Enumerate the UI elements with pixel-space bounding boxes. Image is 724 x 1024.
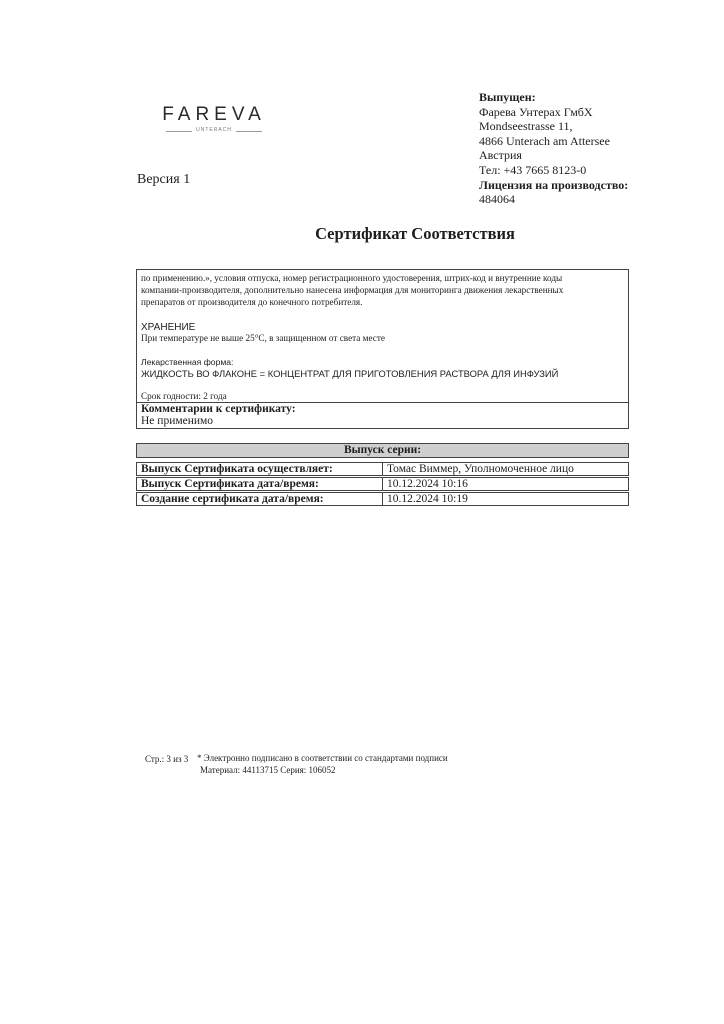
row-label: Выпуск Сертификата осуществляет: — [141, 463, 333, 475]
issuer-heading: Выпущен: — [479, 90, 536, 104]
row-value: Томас Виммер, Уполномоченное лицо — [387, 463, 574, 475]
page-number: Стр.: 3 из 3 — [145, 754, 189, 764]
issuer-line: 4866 Unterach am Attersee — [479, 133, 610, 148]
issuer-line: Тел: +43 7665 8123-0 — [479, 162, 587, 177]
company-logo — [146, 104, 282, 138]
intro-line: препаратов от производителя до конечного потребителя. — [141, 297, 363, 307]
table-row — [136, 492, 629, 506]
storage-text: При температуре не выше 25°С, в защищенном от света месте — [141, 333, 385, 343]
license-label: Лицензия на производство: — [479, 177, 629, 192]
column-separator — [382, 478, 383, 490]
row-label: Выпуск Сертификата дата/время: — [141, 478, 319, 490]
form-label: Лекарственная форма: — [141, 357, 234, 367]
issuer-line: Австрия — [479, 148, 522, 163]
series-release-heading: Выпуск серии: — [136, 443, 629, 458]
intro-line: по применению.», условия отпуска, номер регистрационного удостоверения, штрих-код и внутренние коды — [141, 273, 563, 283]
logo-rule-right — [236, 131, 262, 132]
row-value: 10.12.2024 10:16 — [387, 478, 468, 490]
material-info: Материал: 44113715 Серия: 106052 — [200, 765, 336, 775]
intro-line: компании-производителя, дополнительно нанесена информация для мониторинга движения лекарственных — [141, 285, 564, 295]
license-number: 484064 — [479, 192, 515, 207]
table-row — [136, 462, 629, 476]
signature-note: * Электронно подписано в соответствии со стандартами подписи — [197, 753, 448, 763]
logo-wordmark: FAREVA — [162, 104, 266, 125]
issuer-block — [479, 90, 719, 207]
table-row — [136, 477, 629, 491]
issuer-line: Mondseestrasse 11, — [479, 119, 573, 134]
shelf-life: Срок годности: 2 года — [141, 391, 227, 401]
issuer-line: Фарева Унтерах ГмбХ — [479, 104, 593, 119]
comments-label: Комментарии к сертификату: — [141, 403, 296, 415]
product-info-box — [136, 269, 629, 429]
row-label: Создание сертификата дата/время: — [141, 493, 324, 505]
form-value: ЖИДКОСТЬ ВО ФЛАКОНЕ = КОНЦЕНТРАТ ДЛЯ ПРИГОТОВЛЕНИЯ РАСТВОРА ДЛЯ ИНФУЗИЙ — [141, 368, 559, 379]
column-separator — [382, 463, 383, 475]
document-version: Версия 1 — [137, 172, 191, 187]
logo-rule-left — [166, 131, 192, 132]
comments-value: Не применимо — [141, 415, 214, 427]
row-value: 10.12.2024 10:19 — [387, 493, 468, 505]
column-separator — [382, 493, 383, 505]
document-title: Сертификат Соответствия — [315, 224, 515, 243]
logo-subtitle: UNTERACH — [196, 127, 232, 133]
storage-heading: ХРАНЕНИЕ — [141, 322, 196, 333]
